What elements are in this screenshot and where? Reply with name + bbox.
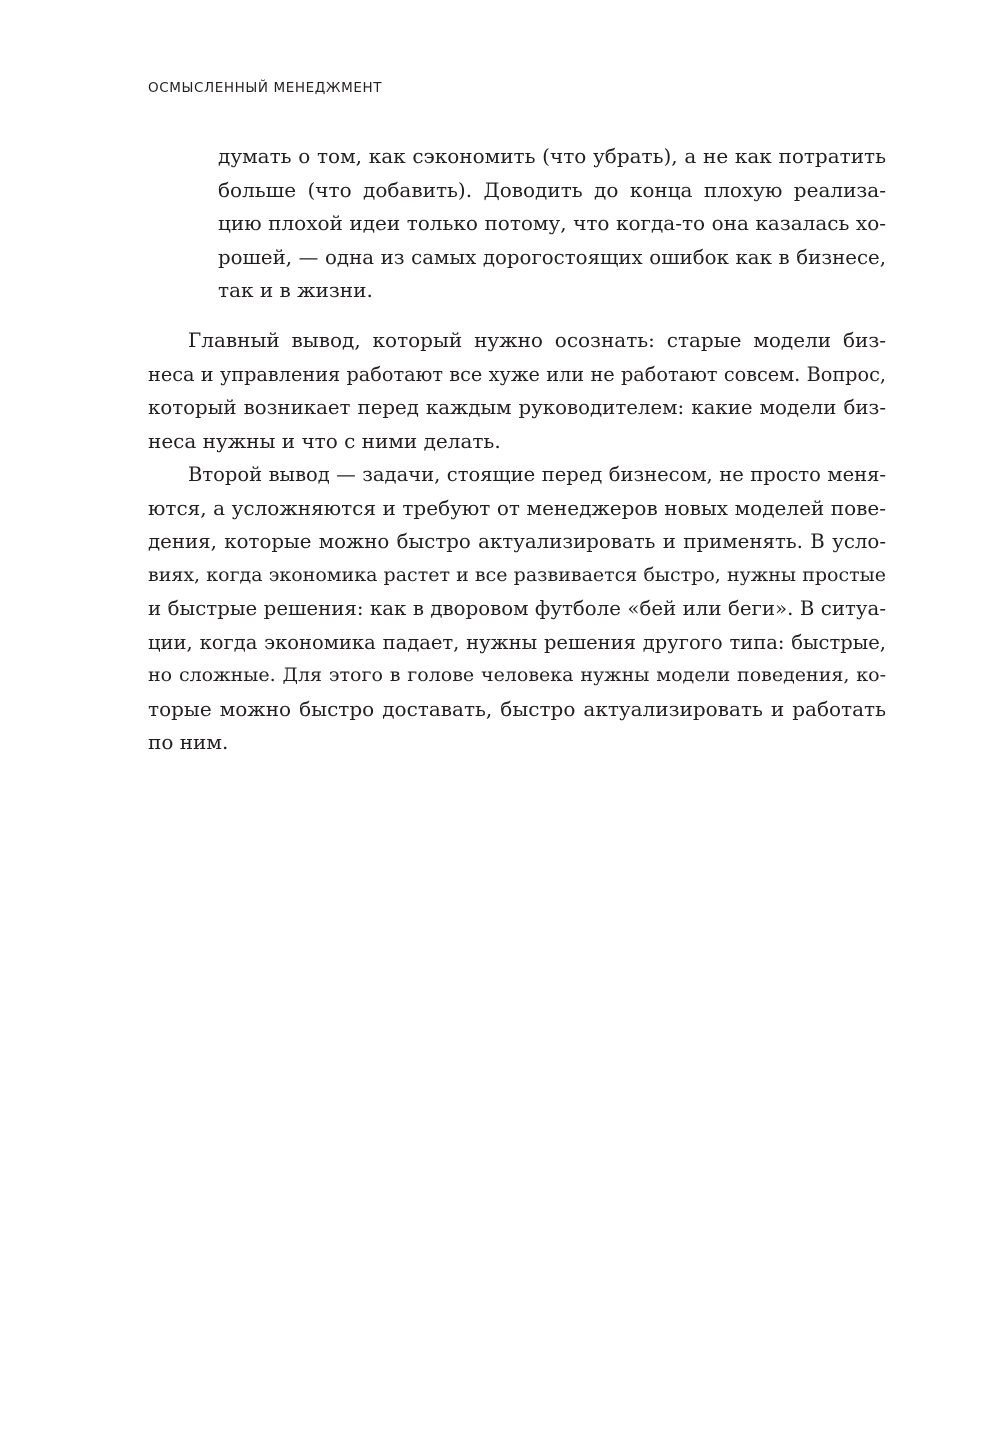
quote-line: так и в жизни. — [218, 278, 373, 302]
paragraph-line: по ним. — [148, 730, 229, 754]
quote-line: рошей, — одна из самых дорогостоящих ошибок как в бизнесе, — [218, 245, 886, 269]
paragraph-line: неса нужны и что с ними делать. — [148, 428, 501, 453]
paragraph-line: неса и управления работают все хуже или не работают совсем. Вопрос, — [148, 362, 886, 386]
body-text — [148, 324, 886, 760]
paragraph-line: торые можно быстро доставать, быстро актуализировать и работать — [148, 696, 886, 721]
paragraph-line: но сложные. Для этого в голове человека нужны модели поведения, ко- — [148, 664, 886, 686]
paragraph-second-conclusion — [148, 458, 886, 760]
paragraph-line: Главный вывод, который нужно осознать: старые модели биз- — [188, 328, 886, 352]
quote-block — [218, 140, 886, 308]
paragraph-line: который возникает перед каждым руководителем: какие модели биз- — [148, 396, 886, 419]
running-head: ОСМЫСЛЕННЫЙ МЕНЕДЖМЕНТ — [148, 80, 383, 96]
paragraph-line: ции, когда экономика падает, нужны решения другого типа: быстрые, — [148, 630, 886, 654]
quote-line: думать о том, как сэкономить (что убрать), а не как потратить — [218, 144, 886, 168]
paragraph-line: дения, которые можно быстро актуализировать и применять. В усло- — [148, 530, 886, 553]
paragraph-line: и быстрые решения: как в дворовом футболе «бей или беги». В ситуа- — [148, 597, 886, 620]
paragraph-main-conclusion — [148, 324, 886, 458]
paragraph-line: ются, а усложняются и требуют от менеджеров новых моделей пове- — [148, 495, 886, 520]
paragraph-line: виях, когда экономика растет и все развивается быстро, нужны простые — [148, 563, 886, 586]
paragraph-line: Второй вывод — задачи, стоящие перед бизнесом, не просто меня- — [188, 463, 886, 486]
quote-line: больше (что добавить). Доводить до конца плохую реализа- — [218, 177, 886, 202]
quote-line: цию плохой идеи только потому, что когда-то она казалась хо- — [218, 211, 886, 235]
